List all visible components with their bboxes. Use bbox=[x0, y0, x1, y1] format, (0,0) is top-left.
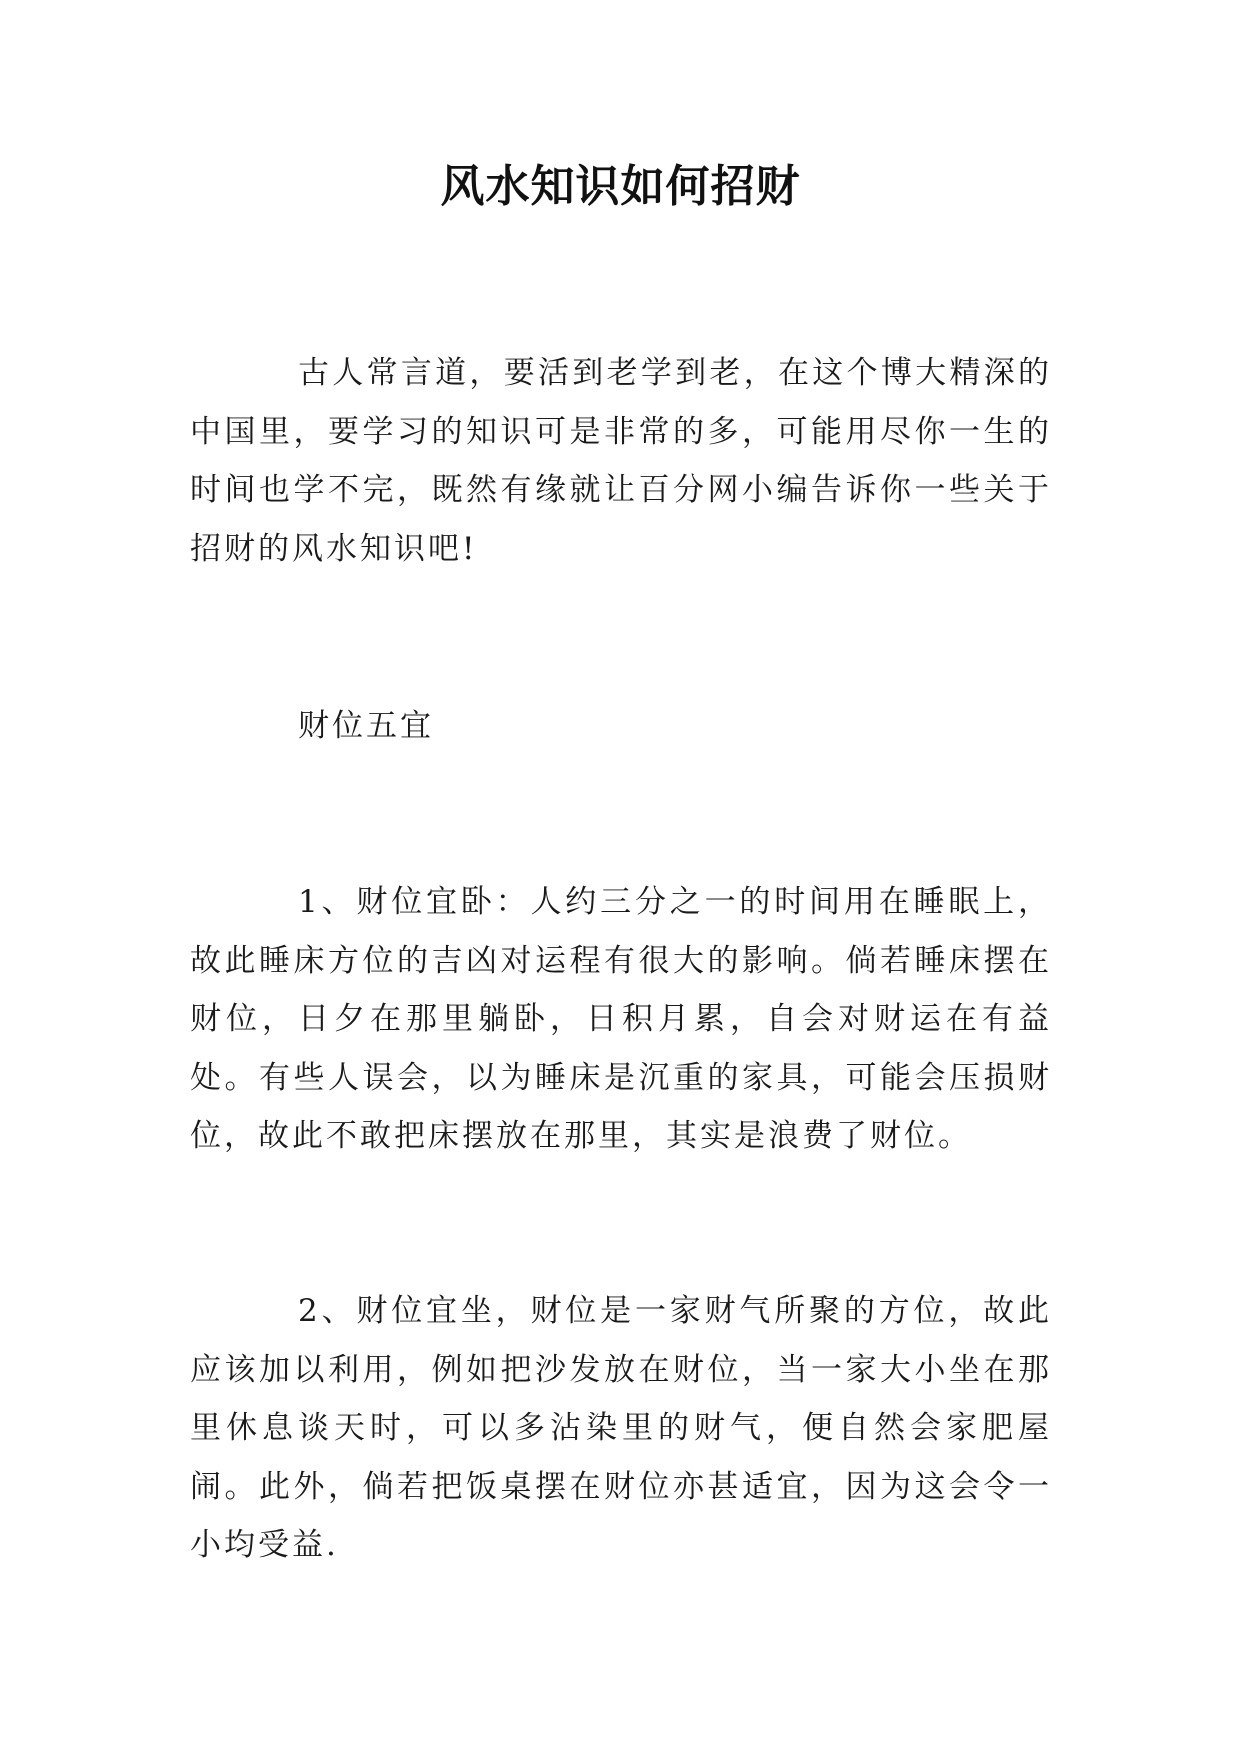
list-item-paragraph-1: 1、财位宜卧：人约三分之一的时间用在睡眠上，故此睡床方位的吉凶对运程有很大的影响。倘若睡床摆在财位，日夕在那里躺卧，日积月累，自会对财运在有益处。有些人误会，以为睡床是沉重的家具，可能会压损财位，故此不敢把床摆放在那里，其实是浪费了财位。 bbox=[190, 884, 1052, 1154]
list-item-paragraph-2: 2、财位宜坐，财位是一家财气所聚的方位，故此应该加以利用，例如把沙发放在财位，当一家大小坐在那里休息谈天时，可以多沾染里的财气，便自然会家肥屋闹。此外，倘若把饭桌摆在财位亦甚适宜，因为这会令一小均受益. bbox=[190, 1293, 1052, 1563]
page-title: 风水知识如何招财 bbox=[440, 161, 801, 212]
intro-paragraph: 古人常言道，要活到老学到老，在这个博大精深的中国里，要学习的知识可是非常的多，可能用尽你一生的时间也学不完，既然有缘就让百分网小编告诉你一些关于招财的风水知识吧! bbox=[190, 355, 1052, 567]
section-heading: 财位五宜 bbox=[298, 708, 434, 744]
